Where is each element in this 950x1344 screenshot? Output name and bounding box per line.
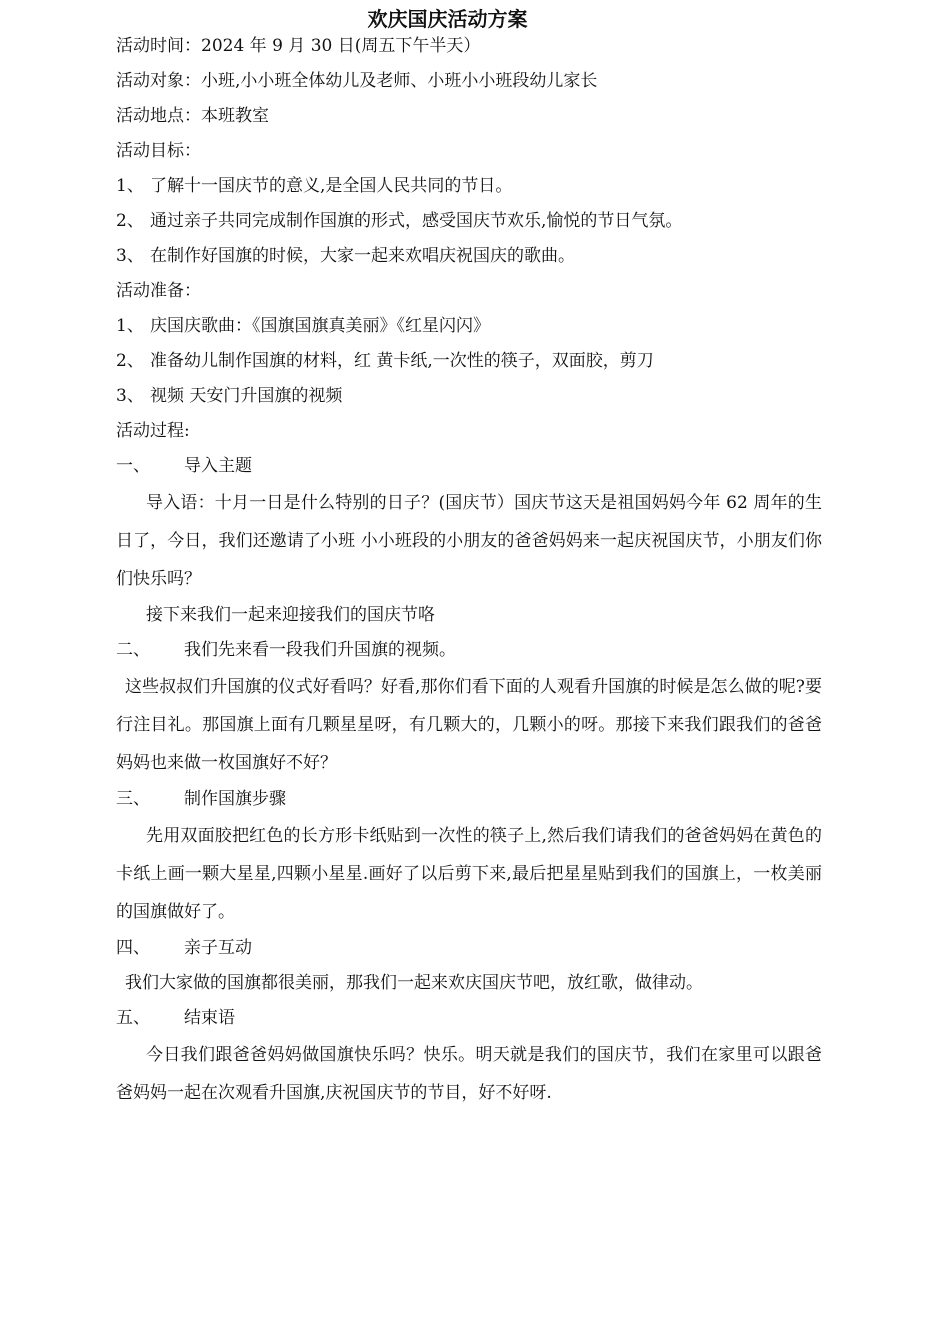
section-number: 三、: [116, 789, 150, 809]
prep-number: 3、: [116, 386, 144, 406]
goal-number: 2、: [116, 211, 144, 231]
section-title: 亲子互动: [184, 938, 252, 958]
prep-number: 1、: [116, 316, 144, 336]
section-title: 制作国旗步骤: [184, 789, 286, 809]
section-title: 我们先来看一段我们升国旗的视频。: [184, 640, 456, 660]
section-heading: [116, 931, 822, 966]
activity-time: 活动时间：2024 年 9 月 30 日(周五下午半天）: [116, 36, 481, 56]
goals-heading: 活动目标：: [116, 141, 201, 161]
section-paragraph: 这些叔叔们升国旗的仪式好看吗？好看,那你们看下面的人观看升国旗的时候是怎么做的呢?要行注目礼。那国旗上面有几颗星星呀，有几颗大的，几颗小的呀。那接下来我们跟我们的爸爸妈妈也来做一枚国旗好不好？: [116, 677, 822, 773]
section-heading: [116, 633, 822, 668]
process-heading: 活动过程:: [116, 421, 190, 441]
prep-text: 准备幼儿制作国旗的材料，红 黄卡纸,一次性的筷子，双面胶，剪刀: [150, 351, 654, 371]
section-paragraph: 接下来我们一起来迎接我们的国庆节咯: [146, 605, 435, 625]
section-number: 五、: [116, 1008, 150, 1028]
section-number: 一、: [116, 456, 150, 476]
activity-place: 活动地点：本班教室: [116, 106, 269, 126]
goal-text: 通过亲子共同完成制作国旗的形式，感受国庆节欢乐,愉悦的节日气氛。: [150, 211, 683, 231]
prep-text: 视频 天安门升国旗的视频: [150, 386, 343, 406]
section-paragraph: 今日我们跟爸爸妈妈做国旗快乐吗？快乐。明天就是我们的国庆节，我们在家里可以跟爸爸妈妈一起在次观看升国旗,庆祝国庆节的节目，好不好呀.: [116, 1045, 822, 1103]
section-number: 四、: [116, 938, 150, 958]
document-title: 欢庆国庆活动方案: [367, 7, 528, 31]
goal-text: 了解十一国庆节的意义,是全国人民共同的节日。: [150, 176, 513, 196]
document-body: [116, 29, 822, 1112]
goal-item: [116, 204, 822, 239]
prep-item: [116, 309, 822, 344]
prep-item: [116, 379, 822, 414]
goal-item: [116, 239, 822, 274]
section-paragraph: 我们大家做的国旗都很美丽，那我们一起来欢庆国庆节吧，放红歌，做律动。: [125, 973, 703, 993]
goal-item: [116, 169, 822, 204]
prep-text: 庆国庆歌曲：《国旗国旗真美丽》《红星闪闪》: [150, 316, 490, 336]
section-title: 结束语: [184, 1008, 235, 1028]
prep-item: [116, 344, 822, 379]
section-title: 导入主题: [184, 456, 252, 476]
prep-heading: 活动准备：: [116, 281, 201, 301]
goal-number: 1、: [116, 176, 144, 196]
section-heading: [116, 1001, 822, 1036]
goal-number: 3、: [116, 246, 144, 266]
section-number: 二、: [116, 640, 150, 660]
prep-number: 2、: [116, 351, 144, 371]
section-paragraph: 导入语：十月一日是什么特别的日子？(国庆节）国庆节这天是祖国妈妈今年 62 周年的生日了，今日，我们还邀请了小班 小小班段的小朋友的爸爸妈妈来一起庆祝国庆节，小朋友们你们快乐吗？: [116, 493, 822, 589]
section-paragraph: 先用双面胶把红色的长方形卡纸贴到一次性的筷子上,然后我们请我们的爸爸妈妈在黄色的卡纸上画一颗大星星,四颗小星星.画好了以后剪下来,最后把星星贴到我们的国旗上，一枚美丽的国旗做好了。: [116, 826, 822, 922]
activity-target: 活动对象：小班,小小班全体幼儿及老师、小班小小班段幼儿家长: [116, 71, 598, 91]
section-heading: [116, 782, 822, 817]
goal-text: 在制作好国旗的时候，大家一起来欢唱庆祝国庆的歌曲。: [150, 246, 575, 266]
section-heading: [116, 449, 822, 484]
